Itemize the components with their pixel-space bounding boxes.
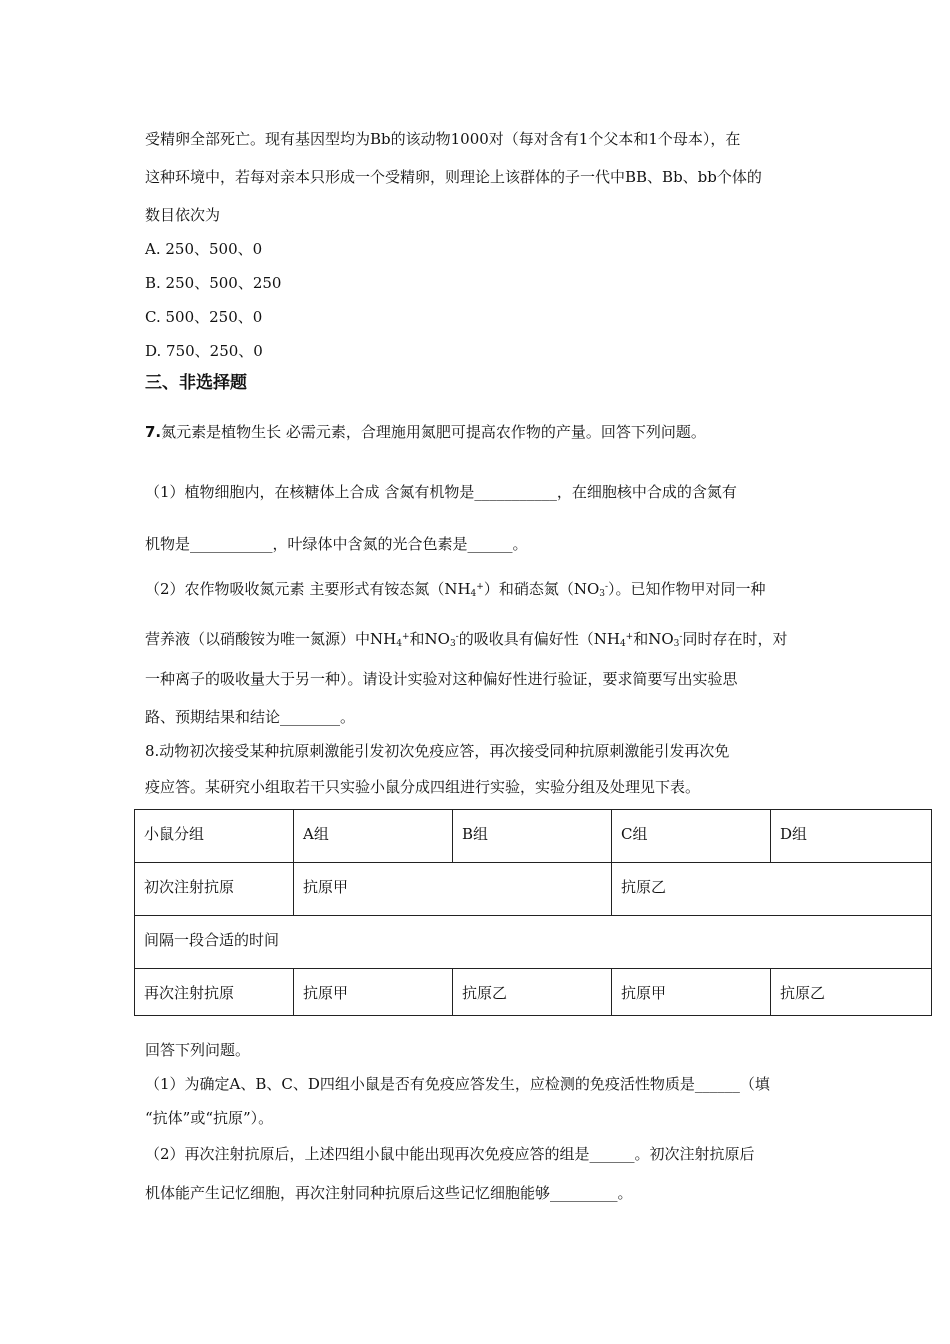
table-cell: 抗原甲 [294,863,612,916]
q6-stem-line-3: 数目依次为 [145,206,221,224]
nh4-subscript: 4 [619,639,626,649]
q8-stem-line-1: 8.动物初次接受某种抗原刺激能引发初次免疫应答，再次接受同种抗原刺激能引发再次免 [145,742,730,760]
table-row [135,810,932,863]
q7-part2-line2-text-c: 的吸收具有偏好性（NH [458,630,620,648]
table-cell: D组 [771,810,932,863]
table-cell: B组 [453,810,612,863]
table-cell: 间隔一段合适的时间 [135,916,932,969]
nh4-charge: + [476,582,484,592]
nh4-subscript: 4 [470,589,477,599]
q7-number: 7. [145,423,162,441]
q7-part2-line-4: 路、预期结果和结论________。 [145,708,356,726]
nh4-charge: + [625,632,634,642]
q6-stem-line-2: 这种环境中，若每对亲本只形成一个受精卵，则理论上该群体的子一代中BB、Bb、bb个体的 [145,168,762,186]
section-heading: 三、非选择题 [145,373,247,393]
nh4-subscript: 4 [396,639,402,649]
no3-charge: - [604,582,609,592]
q8-part2-line-2: 机体能产生记忆细胞，再次注射同种抗原后这些记忆细胞能够_________。 [145,1184,633,1202]
q8-part1-line-1: （1）为确定A、B、C、D四组小鼠是否有免疫应答发生，应检测的免疫活性物质是______（填 [145,1075,770,1093]
q6-option-b: B. 250、500、250 [145,274,282,292]
q7-stem [145,422,706,442]
q7-part2-line2-text-e: 同时存在时，对 [682,630,788,648]
nh4-charge: + [401,632,410,642]
q7-part1-line-1: （1）植物细胞内，在核糖体上合成 含氮有机物是___________，在细胞核中合成的含氮有 [145,483,737,501]
table-cell: C组 [612,810,771,863]
experiment-table [134,809,932,1016]
table-cell: 再次注射抗原 [135,969,294,1016]
no3-charge: - [679,632,683,642]
table-row [135,969,932,1016]
q7-part2-line-3: 一种离子的吸收量大于另一种）。请设计实验对这种偏好性进行验证，要求简要写出实验思 [145,670,738,688]
table-row [135,916,932,969]
q8-part1-line-2: “抗体”或“抗原”）。 [145,1109,274,1127]
q7-part1-line-2: 机物是___________，叶绿体中含氮的光合色素是______。 [145,535,528,553]
q7-part2-line-1 [145,579,766,599]
q7-part2-line2-text-a: 营养液（以硝酸铵为唯一氮源）中NH [145,630,397,648]
no3-subscript: 3 [673,639,680,649]
no3-subscript: 3 [449,639,456,649]
table-cell: 小鼠分组 [135,810,294,863]
table-cell: 抗原甲 [612,969,771,1016]
q7-stem-text: 氮元素是植物生长 必需元素，合理施用氮肥可提高农作物的产量。回答下列问题。 [161,423,706,441]
table-cell: 抗原乙 [612,863,932,916]
q8-stem-line-2: 疫应答。某研究小组取若干只实验小鼠分成四组进行实验，实验分组及处理见下表。 [145,778,701,796]
table-cell: 抗原乙 [771,969,932,1016]
table-cell: 抗原乙 [453,969,612,1016]
q8-prompt: 回答下列问题。 [145,1041,251,1059]
q6-option-c: C. 500、250、0 [145,308,263,326]
q7-part2-text-a: （2）农作物吸收氮元素 主要形式有铵态氮（NH [145,580,471,598]
table-row [135,863,932,916]
q7-part2-line-2 [145,629,787,649]
q6-option-a: A. 250、500、0 [145,240,263,258]
q8-part2-line-1: （2）再次注射抗原后，上述四组小鼠中能出现再次免疫应答的组是______。初次注射抗原后 [145,1145,755,1163]
q7-part2-text-c: ）。已知作物甲对同一种 [608,580,766,598]
no3-subscript: 3 [599,589,605,599]
table-cell: A组 [294,810,453,863]
table-cell: 初次注射抗原 [135,863,294,916]
q7-part2-line2-text-b: 和NO [409,630,450,648]
table-cell: 抗原甲 [294,969,453,1016]
no3-charge: - [455,632,459,642]
q7-part2-line2-text-d: 和NO [633,630,674,648]
q6-option-d: D. 750、250、0 [145,342,263,360]
q6-stem-line-1: 受精卵全部死亡。现有基因型均为Bb的该动物1000对（每对含有1个父本和1个母本），在 [145,130,741,148]
q7-part2-text-b: ）和硝态氮（NO [483,580,600,598]
